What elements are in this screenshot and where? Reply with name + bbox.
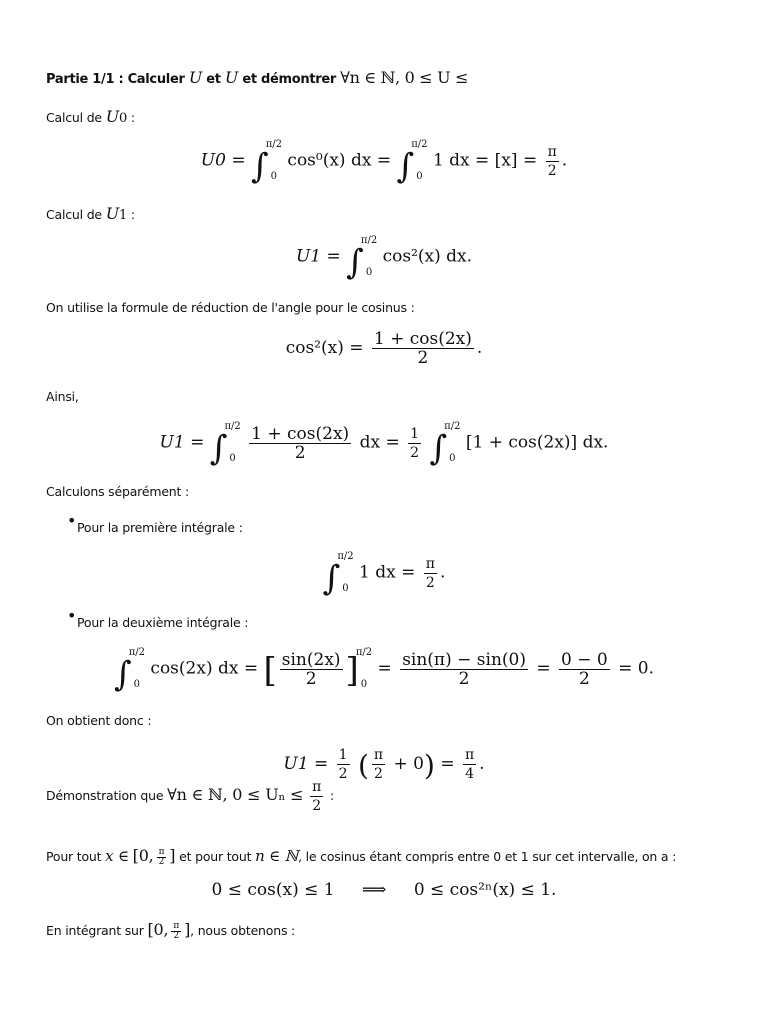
demo-line xyxy=(46,778,334,815)
calc-sub: 1 xyxy=(119,208,128,223)
integral-sign: ∫ xyxy=(113,654,132,695)
frac-num: π xyxy=(464,747,475,763)
frac-den: 2 xyxy=(546,161,559,180)
bullet-dot: • xyxy=(67,511,77,530)
eq-end: . xyxy=(439,562,446,583)
eq-integrand-2: 1 dx = [x] xyxy=(432,150,518,171)
frac-num: sin(π) − sin(0) xyxy=(402,649,526,670)
text-ainsi: Ainsi, xyxy=(46,389,79,404)
frac-num: π xyxy=(547,143,557,160)
eq-tail: [1 + cos(2x)] dx. xyxy=(465,432,609,453)
frac-num: 1 + cos(2x) xyxy=(251,423,350,444)
integral-sign: ∫ xyxy=(429,428,448,469)
upper-limit: π/2 xyxy=(337,551,354,562)
bullet-item-second: Pour la deuxième intégrale : xyxy=(77,615,249,630)
frac-den: 2 xyxy=(280,669,343,688)
pourtout-line xyxy=(46,846,676,867)
heading-suffix: et démontrer xyxy=(242,72,337,87)
eq-end: = 0. xyxy=(618,658,655,679)
right-paren: ) xyxy=(423,749,435,782)
x-in: x ∈ xyxy=(105,847,129,865)
eq-integrand: cos⁰(x) dx = xyxy=(287,150,392,171)
upper-limit: π/2 xyxy=(224,421,241,432)
frac-num: 0 − 0 xyxy=(561,649,608,670)
eq-lhs: U0 = xyxy=(200,150,246,171)
heading-and: et xyxy=(206,72,221,87)
frac-num: sin(2x) xyxy=(281,649,341,670)
bullet-dot: • xyxy=(67,606,77,625)
interval-right: ] xyxy=(184,920,191,939)
eq-end: . xyxy=(476,338,483,358)
upper-limit: π/2 xyxy=(411,139,428,150)
interval-left: [0, xyxy=(147,920,169,939)
calc-var: U xyxy=(105,107,120,126)
lower-limit: 0 xyxy=(416,171,423,182)
n-in: n ∈ ℕ xyxy=(255,847,299,865)
frac-den: 2 xyxy=(249,443,351,462)
upper-limit: π/2 xyxy=(265,139,283,150)
equation-cos2 xyxy=(0,330,768,367)
heading-prefix: Partie 1/1 : Calculer xyxy=(46,72,185,87)
eq-integrand: cos(2x) dx = xyxy=(150,658,259,679)
text-b: et pour tout xyxy=(179,849,252,864)
eq-lhs: U1 = xyxy=(295,246,341,267)
implies-arrow: ⟹ xyxy=(362,880,387,900)
eq-end: . xyxy=(561,150,568,171)
equation-u0 xyxy=(0,140,768,187)
text-reduction: On utilise la formule de réduction de l'angle pour le cosinus : xyxy=(46,300,415,315)
equation-second-integral xyxy=(0,648,768,695)
frac-den: 2 xyxy=(157,857,167,867)
left-bracket: [ xyxy=(263,650,277,691)
text-separately: Calculons séparément : xyxy=(46,484,190,499)
frac-den: 2 xyxy=(372,348,474,367)
lower-limit: 0 xyxy=(342,583,349,594)
frac-num: 1 xyxy=(410,425,420,442)
calc-u1-label xyxy=(46,204,135,223)
frac-num: π xyxy=(312,779,322,795)
calc-u0-label xyxy=(46,107,135,126)
lower-limit: 0 xyxy=(133,679,141,690)
lower-limit: 0 xyxy=(270,171,278,182)
frac-den: 2 xyxy=(410,444,420,461)
integral-sign: ∫ xyxy=(396,146,415,187)
upper-limit: π/2 xyxy=(355,647,373,658)
frac-den: 2 xyxy=(310,796,323,815)
eq-equals: = xyxy=(440,754,455,774)
eq-lhs: U1 = xyxy=(159,432,205,453)
calc-label: Calcul de xyxy=(46,207,102,222)
eq-equals: = xyxy=(536,658,551,679)
lower-limit: 0 xyxy=(449,453,456,464)
frac-num: π xyxy=(373,747,384,763)
section-heading xyxy=(46,68,468,87)
lower-limit: 0 xyxy=(229,453,236,464)
frac-num: 1 + cos(2x) xyxy=(373,329,472,349)
text-a: Pour tout xyxy=(46,849,102,864)
text-a: En intégrant sur xyxy=(46,923,144,938)
text-b: , nous obtenons : xyxy=(190,923,296,938)
text-obtient: On obtient donc : xyxy=(46,713,152,728)
eq-plus: + 0 xyxy=(393,754,424,774)
frac-den: 2 xyxy=(338,766,348,782)
eq-equals: = xyxy=(522,150,538,171)
equation-u1-split xyxy=(0,422,768,469)
frac-num: π xyxy=(425,555,435,572)
integral-sign: ∫ xyxy=(346,242,364,283)
frac-num: π xyxy=(173,921,180,931)
eq-end: . xyxy=(479,754,485,774)
frac-num: 1 xyxy=(338,747,348,763)
equation-u1-def xyxy=(0,236,768,283)
demo-colon: : xyxy=(329,788,334,803)
heading-u-var: U xyxy=(188,68,203,87)
demo-formula: ∀n ∈ ℕ, 0 ≤ Uₙ ≤ xyxy=(167,785,304,804)
heading-u-var-2: U xyxy=(224,68,239,87)
upper-limit: π/2 xyxy=(128,647,146,658)
integrating-line xyxy=(46,920,295,941)
ineq-right: 0 ≤ cos²ⁿ(x) ≤ 1. xyxy=(413,880,557,900)
calc-colon: : xyxy=(130,207,135,222)
frac-den: 2 xyxy=(559,669,610,688)
equation-inequality xyxy=(0,880,768,900)
text-c: , le cosinus étant compris entre 0 et 1 sur cet intervalle, on a : xyxy=(298,849,677,864)
eq-lhs: cos²(x) = xyxy=(285,338,364,358)
frac-den: 4 xyxy=(463,764,476,783)
eq-equals: = xyxy=(377,658,392,679)
calc-label: Calcul de xyxy=(46,110,102,125)
eq-lhs: U1 = xyxy=(283,754,329,774)
left-paren: ( xyxy=(357,749,369,782)
upper-limit: π/2 xyxy=(444,421,461,432)
frac-num: π xyxy=(158,847,165,857)
heading-formula: ∀n ∈ ℕ, 0 ≤ U ≤ xyxy=(340,68,469,87)
eq-integrand: cos²(x) dx. xyxy=(382,246,473,267)
lower-limit: 0 xyxy=(365,267,373,278)
frac-den: 2 xyxy=(171,931,181,941)
demo-label: Démonstration que xyxy=(46,788,164,803)
equation-first-integral xyxy=(0,552,768,599)
integral-sign: ∫ xyxy=(322,558,341,599)
frac-den: 2 xyxy=(400,669,528,688)
interval-left: [0, xyxy=(132,846,154,865)
calc-colon: : xyxy=(130,110,135,125)
frac-den: 2 xyxy=(372,764,385,783)
right-bracket: ] xyxy=(345,650,359,691)
integral-sign: ∫ xyxy=(250,146,269,187)
eq-integrand: 1 dx = xyxy=(359,562,416,583)
eq-mid: dx = xyxy=(359,432,400,453)
upper-limit: π/2 xyxy=(360,235,378,246)
calc-sub: 0 xyxy=(119,111,128,126)
integral-sign: ∫ xyxy=(209,428,228,469)
frac-den: 2 xyxy=(424,573,437,592)
calc-var: U xyxy=(105,204,120,223)
lower-limit: 0 xyxy=(360,679,368,690)
interval-right: ] xyxy=(169,846,176,865)
bullet-item-first: Pour la première intégrale : xyxy=(77,520,243,535)
ineq-left: 0 ≤ cos(x) ≤ 1 xyxy=(211,880,335,900)
